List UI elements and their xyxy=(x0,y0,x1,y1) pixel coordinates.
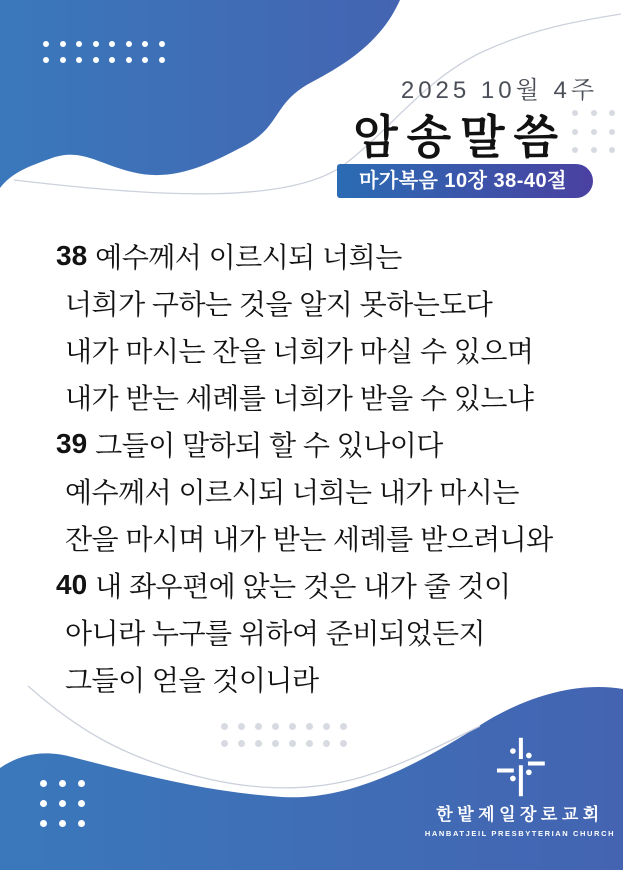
church-name-english: HANBATJEIL PRESBYTERIAN CHURCH xyxy=(424,829,616,838)
decorative-dot xyxy=(609,129,615,135)
decorative-dot xyxy=(43,41,49,47)
top-wave-shape xyxy=(0,0,400,188)
decorative-dot xyxy=(40,800,47,807)
decorative-dot xyxy=(572,147,578,153)
cross-icon xyxy=(488,736,552,798)
decorative-dot xyxy=(591,147,597,153)
decorative-dot xyxy=(142,41,148,47)
decorative-dot xyxy=(78,780,85,787)
decorative-dot xyxy=(591,129,597,135)
decorative-dot xyxy=(255,740,262,747)
verse-line xyxy=(56,326,609,373)
verse-text: 내가 받는 세례를 너희가 받을 수 있느냐 xyxy=(65,382,534,414)
decorative-dot xyxy=(289,723,296,730)
decorative-dot xyxy=(289,740,296,747)
verse-text: 너희가 구하는 것을 알지 못하는도다 xyxy=(65,288,493,320)
decorative-dot xyxy=(60,41,66,47)
verse-line xyxy=(56,655,609,702)
decorative-dot xyxy=(93,41,99,47)
decorative-dot xyxy=(59,780,66,787)
decorative-dot xyxy=(591,110,597,116)
verse-text: 내가 마시는 잔을 너희가 마실 수 있으며 xyxy=(65,335,534,367)
verse-line xyxy=(56,514,609,561)
decorative-dot xyxy=(159,41,165,47)
decorative-dot xyxy=(40,780,47,787)
decorative-dot xyxy=(609,147,615,153)
verse-text: 예수께서 이르시되 너희는 xyxy=(95,241,402,273)
decorative-dot xyxy=(323,723,330,730)
decorative-dot xyxy=(109,57,115,63)
verse-number: 39 xyxy=(56,427,88,459)
verse-line xyxy=(56,467,609,514)
decorative-dot xyxy=(126,57,132,63)
verse-text: 아니라 누구를 위하여 준비되었든지 xyxy=(65,617,486,649)
church-name-korean: 한밭제일장로교회 xyxy=(436,805,604,824)
decorative-dot xyxy=(572,129,578,135)
scripture-reference-badge: 마가복음 10장 38-40절 xyxy=(337,164,593,198)
decorative-dot xyxy=(221,723,228,730)
decorative-dot xyxy=(78,820,85,827)
verse-line xyxy=(56,373,609,420)
decorative-dot xyxy=(306,723,313,730)
decorative-dot xyxy=(238,723,245,730)
decorative-dot xyxy=(221,740,228,747)
verse-number: 38 xyxy=(56,239,88,271)
verse-line xyxy=(56,232,609,279)
verse-number: 40 xyxy=(56,568,88,600)
verse-line xyxy=(56,420,609,467)
dot-grid-mid-bottom xyxy=(221,723,347,747)
verse-line xyxy=(56,561,609,608)
decorative-dot xyxy=(40,820,47,827)
verse-text: 잔을 마시며 내가 받는 세례를 받으려니와 xyxy=(65,523,553,555)
dot-grid-top-left xyxy=(43,41,165,63)
verse-text: 그들이 얻을 것이니라 xyxy=(65,664,319,696)
decorative-dot xyxy=(43,57,49,63)
decorative-dot xyxy=(142,57,148,63)
verse-line xyxy=(56,279,609,326)
dot-grid-top-right xyxy=(572,110,615,153)
week-date-label: 2025 10월 4주 xyxy=(400,77,598,104)
page-title: 암송말씀 xyxy=(353,111,567,163)
decorative-dot xyxy=(59,800,66,807)
decorative-dot xyxy=(572,110,578,116)
decorative-dot xyxy=(76,57,82,63)
decorative-dot xyxy=(109,41,115,47)
decorative-dot xyxy=(255,723,262,730)
decorative-dot xyxy=(238,740,245,747)
decorative-dot xyxy=(78,800,85,807)
verse-line xyxy=(56,608,609,655)
decorative-dot xyxy=(76,41,82,47)
church-logo xyxy=(420,736,620,838)
decorative-dot xyxy=(323,740,330,747)
verse-lines xyxy=(56,232,609,702)
dot-grid-bottom-left xyxy=(40,780,85,827)
decorative-dot xyxy=(159,57,165,63)
decorative-dot xyxy=(306,740,313,747)
verse-text: 예수께서 이르시되 너희는 내가 마시는 xyxy=(65,476,519,508)
verse-text: 내 좌우편에 앉는 것은 내가 줄 것이 xyxy=(95,570,511,602)
decorative-dot xyxy=(272,740,279,747)
decorative-dot xyxy=(272,723,279,730)
decorative-dot xyxy=(126,41,132,47)
decorative-dot xyxy=(60,57,66,63)
verse-text: 그들이 말하되 할 수 있나이다 xyxy=(95,429,443,461)
decorative-dot xyxy=(340,723,347,730)
decorative-dot xyxy=(93,57,99,63)
decorative-dot xyxy=(59,820,66,827)
decorative-dot xyxy=(609,110,615,116)
decorative-dot xyxy=(340,740,347,747)
